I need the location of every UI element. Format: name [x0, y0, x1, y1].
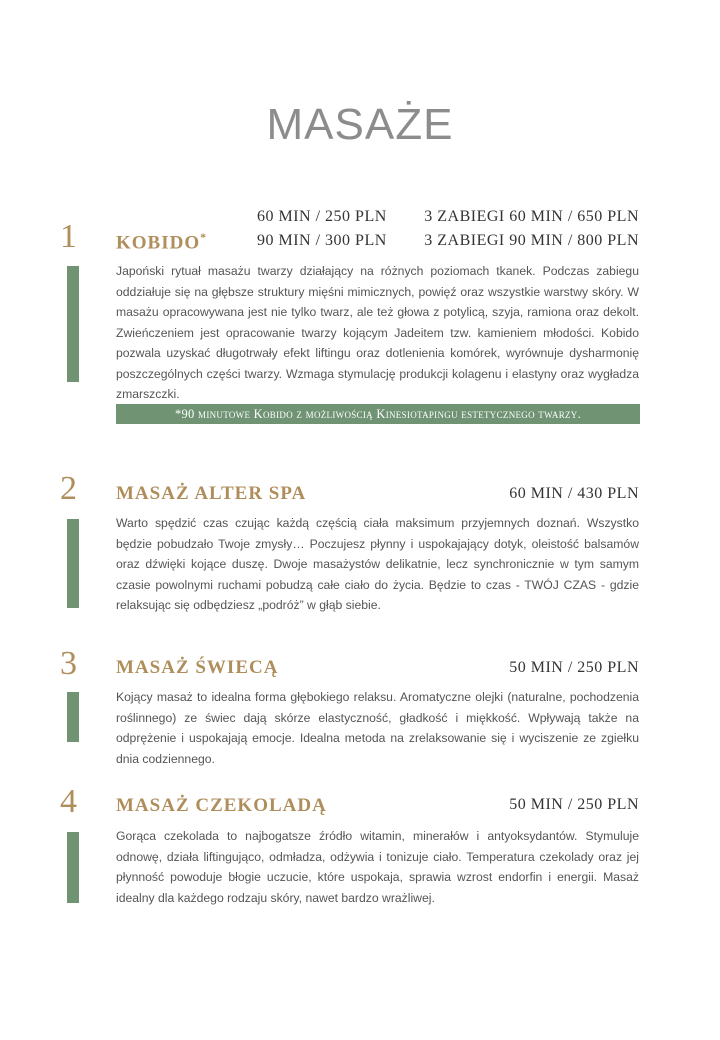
price-60-min: 60 MIN / 250 PLN: [257, 208, 387, 225]
service-price: 50 MIN / 250 PLN: [509, 659, 639, 676]
service-description: Japoński rytuał masażu twarzy działający na różnych poziomach tkanek. Podczas zabiegu oddziałuje się na głębsze struktury mięśni mimicznych, powięź oraz wszystkie warstwy skóry. W masażu opracowywana jest nie tylko twarz, ale też głowa z potylicą, szyja, ramiona oraz dekolt. Zwieńczeniem jest opracowanie twarzy kojącym Jadeitem tzw. kamieniem młodości. Kobido pozwala uzyskać długotrwały efekt liftingu oraz dotlenienia komórek, wyrównuje dysharmonię poszczególnych części twarzy. Wzmaga stymulację produkcji kolagenu i elastyny oraz wygładza zmarszczki.: [116, 264, 639, 401]
service-number: 4: [60, 783, 77, 820]
accent-bar: [67, 832, 79, 903]
accent-bar: [67, 692, 79, 742]
accent-bar: [67, 519, 79, 608]
service-number: 3: [60, 645, 77, 682]
kinesiotaping-note: *90 minutowe Kobido z możliwością Kinesiotapingu estetycznego twarzy.: [116, 404, 640, 424]
service-name: KOBIDO*: [116, 230, 208, 254]
service-number: 2: [60, 470, 77, 507]
service-name: MASAŻ CZEKOLADĄ: [116, 795, 327, 816]
service-name: MASAŻ ALTER SPA: [116, 483, 307, 504]
price-3x90-min: 3 ZABIEGI 90 MIN / 800 PLN: [424, 232, 639, 249]
service-description: Kojący masaż to idealna forma głębokiego relaksu. Aromatyczne olejki (naturalne, pochodzenia roślinnego) ze świec dają skórze elastyczność, gładkość i miękkość. Wpływają także na odprężenie i uspokajają emocje. Idealna metoda na zrelaksowanie się i wyciszenie ze zgiełku dnia codziennego.: [116, 690, 639, 766]
price-90-min: 90 MIN / 300 PLN: [257, 232, 387, 249]
service-name: MASAŻ ŚWIECĄ: [116, 657, 279, 678]
accent-bar: [67, 266, 79, 382]
service-price: 60 MIN / 430 PLN: [509, 485, 639, 502]
service-description: Gorąca czekolada to najbogatsze źródło witamin, minerałów i antyoksydantów. Stymuluje odnowę, działa liftingująco, odmładza, odżywia i tonizuje ciało. Temperatura czekolady oraz jej płynność powoduje błogie uczucie, które uspokaja, sprawia wzrost endorfin i energii. Masaż idealny dla każdego rodzaju skóry, nawet bardzo wrażliwej.: [116, 829, 639, 905]
page-title: MASAŻE: [266, 100, 454, 149]
price-3x60-min: 3 ZABIEGI 60 MIN / 650 PLN: [424, 208, 639, 225]
service-description: Warto spędzić czas czując każdą częścią ciała maksimum przyjemnych doznań. Wszystko będzie pobudzało Twoje zmysły… Poczujesz płynny i uspokajający dotyk, oleistość balsamów oraz dźwięki kojące duszę. Dwoje masażystów delikatnie, lecz synchronicznie w tym samym czasie powolnymi ruchami pobudzą całe ciało do życia. Będzie to czas - TWÓJ CZAS - gdzie relaksując się odbędziesz „podróż” w głąb siebie.: [116, 516, 639, 612]
service-number: 1: [60, 218, 77, 255]
service-price: 50 MIN / 250 PLN: [509, 796, 639, 813]
